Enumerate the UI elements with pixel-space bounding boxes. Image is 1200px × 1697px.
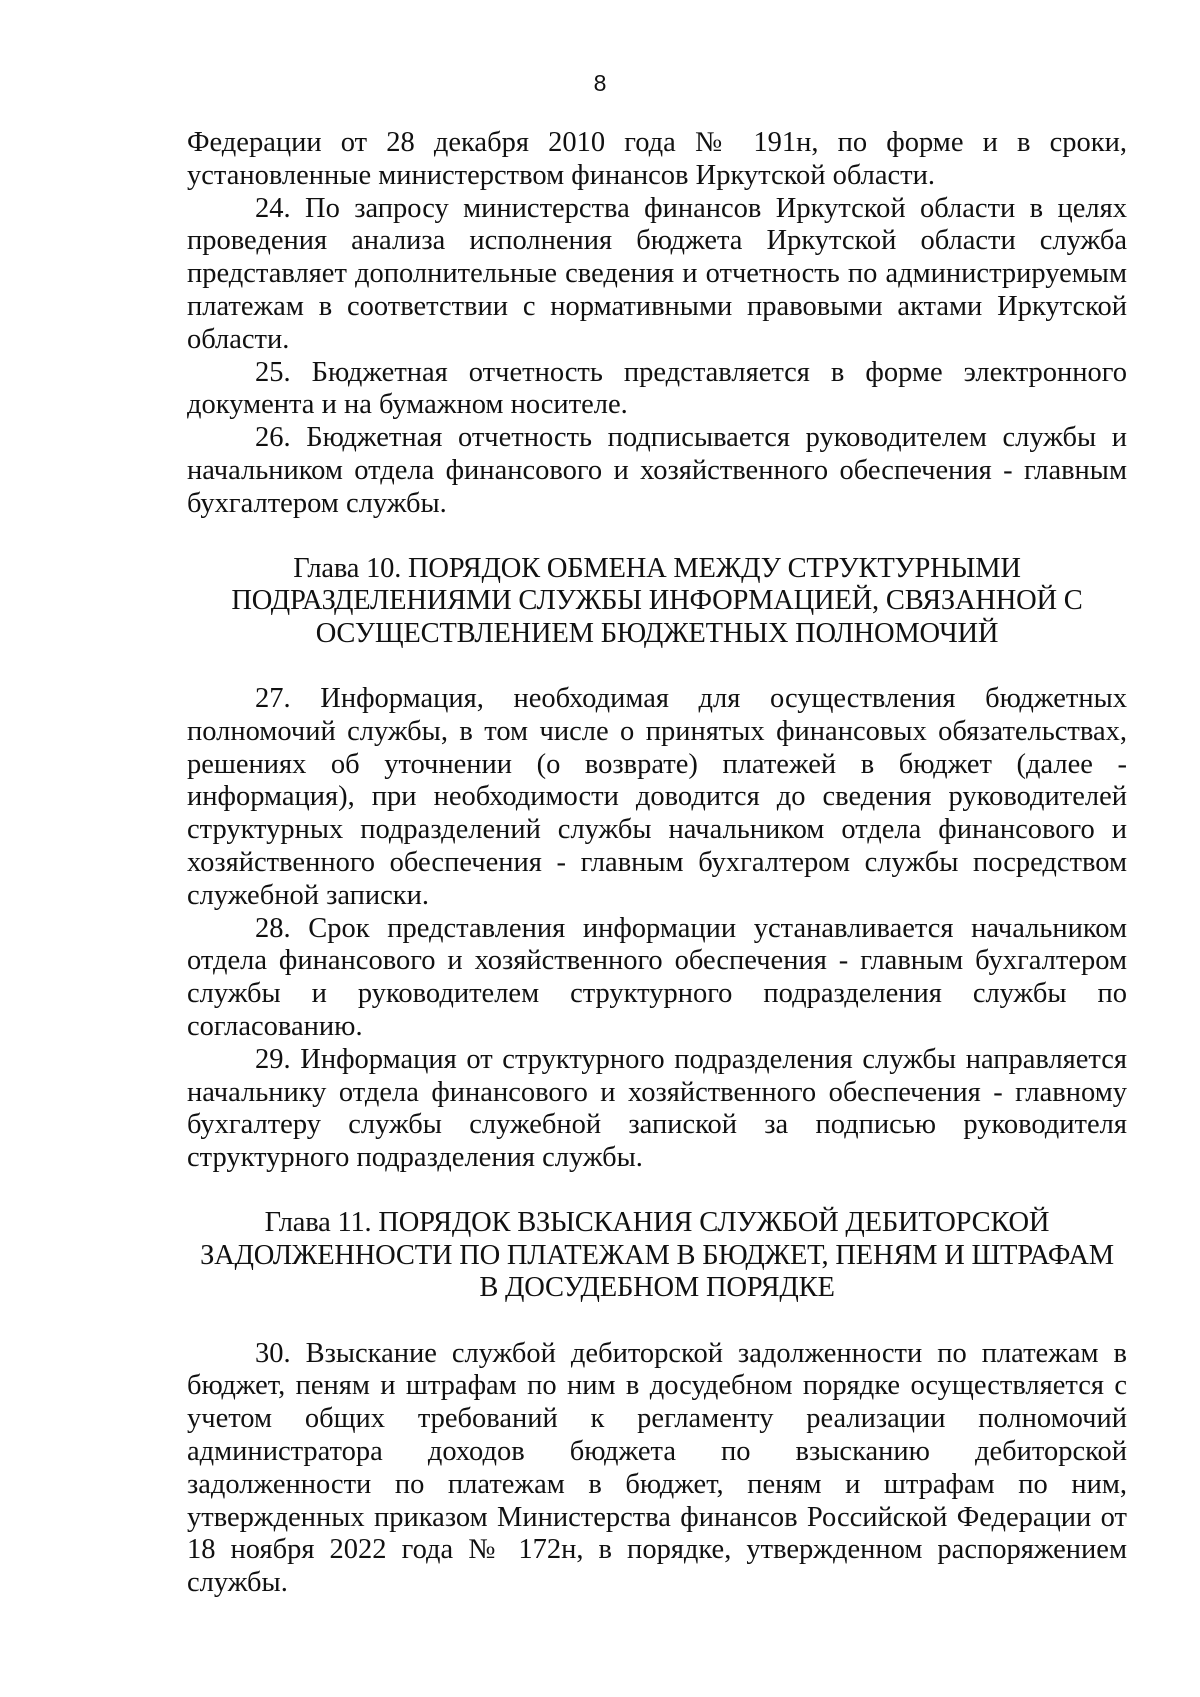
spacer <box>187 1305 1127 1338</box>
spacer <box>187 521 1127 553</box>
chapter-11-heading-line-1: Глава 11. ПОРЯДОК ВЗЫСКАНИЯ СЛУЖБОЙ ДЕБИТОРСКОЙ <box>264 1207 1050 1239</box>
chapter-11-heading <box>187 1207 1127 1305</box>
paragraph-30: 30. Взыскание службой дебиторской задолженности по платежам в бюджет, пеням и штрафам по ним в досудебном порядке осуществляется с учетом общих требований к регламенту реализации полномочий администратора доходов бюджета по взысканию дебиторской задолженности по платежам в бюджет, пеням и штрафам по ним, утвержденных приказом Министерства финансов Российской Федерации от 18 ноября 2022 года № 172н, в порядке, утвержденном распоряжением службы. <box>187 1337 1127 1599</box>
paragraph-28: 28. Срок представления информации устанавливается начальником отдела финансового и хозяйственного обеспечения - главным бухгалтером службы и руководителем структурного подразделения службы по согласованию. <box>187 912 1127 1043</box>
chapter-10-heading-line-1: Глава 10. ПОРЯДОК ОБМЕНА МЕЖДУ СТРУКТУРНЫМИ <box>293 552 1021 584</box>
chapter-10-heading-line-2: ПОДРАЗДЕЛЕНИЯМИ СЛУЖБЫ ИНФОРМАЦИЕЙ, СВЯЗАННОЙ С <box>231 585 1083 617</box>
paragraph-26: 26. Бюджетная отчетность подписывается руководителем службы и начальником отдела финансового и хозяйственного обеспечения - главным бухгалтером службы. <box>187 422 1127 519</box>
paragraph-27: 27. Информация, необходимая для осуществления бюджетных полномочий службы, в том числе о принятых финансовых обязательствах, решениях об уточнении (о возврате) платежей в бюджет (далее - информация), при необходимости доводится до сведения руководителей структурных подразделений службы начальником отдела финансового и хозяйственного обеспечения - главным бухгалтером службы посредством служебной записки. <box>187 683 1127 911</box>
spacer <box>187 1175 1127 1207</box>
paragraph-24: 24. По запросу министерства финансов Иркутской области в целях проведения анализа исполнения бюджета Иркутской области служба представляет дополнительные сведения и отчетность по администрируемым платежам в соответствии с нормативными правовыми актами Иркутской области. <box>187 192 1127 355</box>
spacer <box>187 650 1127 683</box>
chapter-11-heading-line-3: В ДОСУДЕБНОМ ПОРЯДКЕ <box>479 1272 835 1304</box>
document-body <box>187 127 1127 1600</box>
paragraph-25: 25. Бюджетная отчетность представляется в форме электронного документа и на бумажном носителе. <box>187 356 1127 421</box>
page-number: 8 <box>593 70 607 96</box>
chapter-10-heading-line-3: ОСУЩЕСТВЛЕНИЕМ БЮДЖЕТНЫХ ПОЛНОМОЧИЙ <box>315 617 999 649</box>
paragraph-continuation: Федерации от 28 декабря 2010 года № 191н, по форме и в сроки, установленные министерством финансов Иркутской области. <box>187 127 1127 191</box>
chapter-10-heading <box>187 553 1127 651</box>
chapter-11-heading-line-2: ЗАДОЛЖЕННОСТИ ПО ПЛАТЕЖАМ В БЮДЖЕТ, ПЕНЯМ И ШТРАФАМ <box>200 1239 1114 1271</box>
paragraph-29: 29. Информация от структурного подразделения службы направляется начальнику отдела финансового и хозяйственного обеспечения - главному бухгалтеру службы служебной запиской за подписью руководителя структурного подразделения службы. <box>187 1043 1127 1174</box>
